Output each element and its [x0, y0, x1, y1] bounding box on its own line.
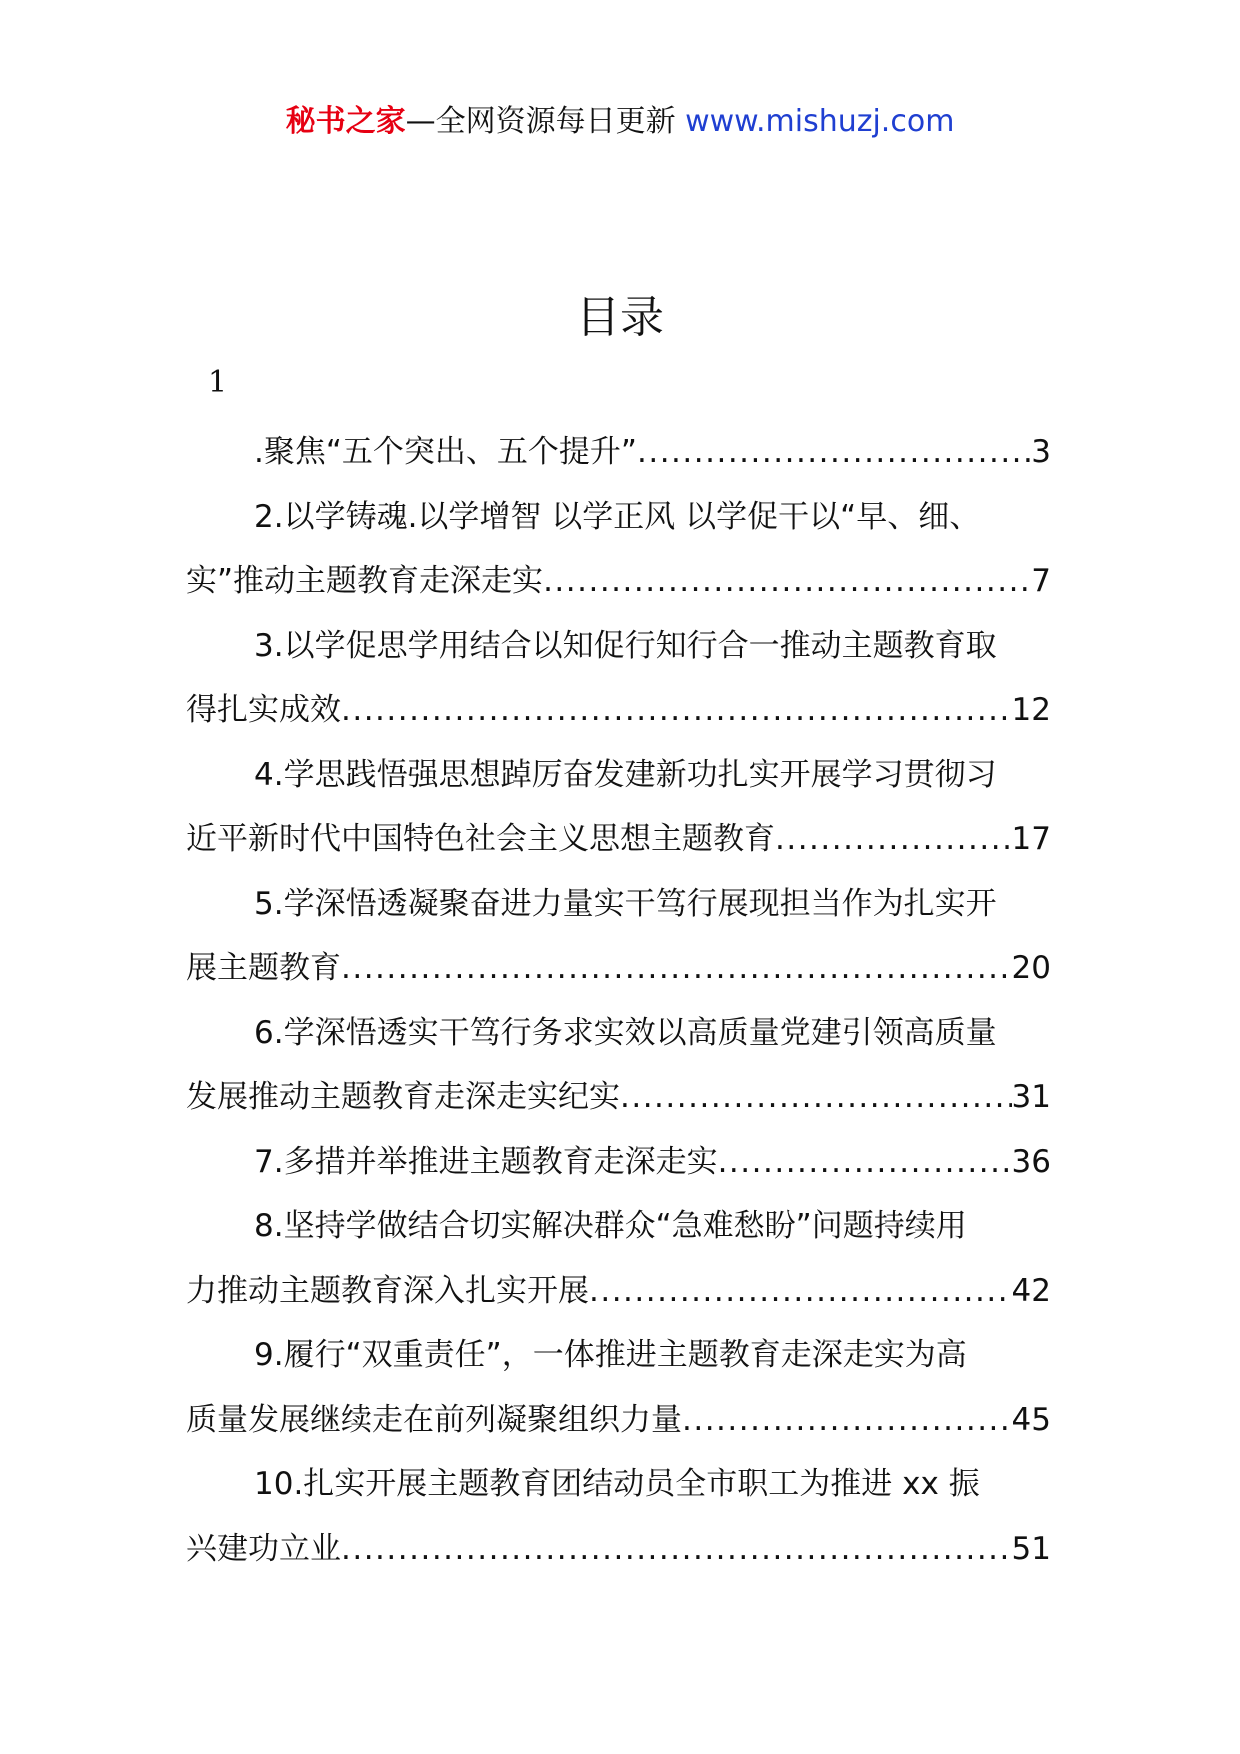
toc-dot-leader	[341, 678, 1012, 743]
page-title: 目录	[576, 292, 664, 343]
toc-entry[interactable]	[186, 1323, 1051, 1452]
toc-page-number: 51	[1011, 1530, 1051, 1567]
toc-page-number: 12	[1011, 692, 1051, 728]
toc-entry[interactable]	[186, 1452, 1051, 1581]
toc-entry-text: 兴建功立业	[186, 1530, 341, 1567]
toc-page-number: 42	[1011, 1272, 1051, 1309]
toc-entry-text: 力推动主题教育深入扎实开展	[186, 1272, 589, 1309]
toc-entry-text: 9.履行“双重责任”，一体推进主题教育走深走实为高	[254, 1337, 967, 1373]
toc-entry-text: 6.学深悟透实干笃行务求实效以高质量党建引领高质量	[254, 1014, 997, 1051]
toc-page-number: 45	[1011, 1401, 1051, 1438]
brand-name: 秘书之家	[285, 104, 406, 139]
toc-entry-line	[186, 1194, 1051, 1259]
toc-entry-text: 展主题教育	[186, 950, 341, 986]
header-slogan: —全网资源每日更新	[405, 104, 676, 139]
toc-entry-text: 发展推动主题教育走深走实纪实	[186, 1079, 620, 1115]
table-of-contents	[186, 420, 1051, 1581]
toc-entry-text: 得扎实成效	[186, 692, 341, 728]
toc-entry-line	[186, 420, 1051, 485]
toc-entry-line	[186, 872, 1051, 937]
toc-entry-line	[186, 1323, 1051, 1388]
toc-page-number: 36	[1011, 1143, 1051, 1180]
toc-entry-text: 3.以学促思学用结合以知促行知行合一推动主题教育取	[254, 627, 997, 664]
toc-entry-line	[186, 936, 1051, 1001]
toc-dot-leader	[718, 1130, 1012, 1195]
toc-entry-line	[186, 614, 1051, 679]
toc-dot-leader	[589, 1259, 1012, 1324]
toc-entry-text: 质量发展继续走在前列凝聚组织力量	[186, 1401, 682, 1438]
toc-entry[interactable]	[186, 614, 1051, 743]
toc-page-number: 31	[1011, 1079, 1051, 1115]
page-number-marker: 1	[208, 365, 228, 400]
toc-entry[interactable]	[186, 1194, 1051, 1323]
toc-page-number: 3	[1031, 434, 1051, 470]
toc-entry-text: 2.以学铸魂.以学增智 以学正风 以学促干以“早、细、	[254, 498, 981, 535]
toc-dot-leader	[682, 1388, 1012, 1453]
toc-entry-line	[186, 549, 1051, 614]
toc-entry-text: .聚焦“五个突出、五个提升”	[254, 434, 637, 470]
toc-page-number: 20	[1011, 950, 1051, 986]
toc-entry-line	[186, 1130, 1051, 1195]
toc-entry[interactable]	[186, 1130, 1051, 1195]
toc-entry-line	[186, 1388, 1051, 1453]
toc-entry-line	[186, 1065, 1051, 1130]
toc-entry-text: 5.学深悟透凝聚奋进力量实干笃行展现担当作为扎实开	[254, 885, 997, 922]
toc-entry-line	[186, 1452, 1051, 1517]
toc-entry-line	[186, 743, 1051, 808]
toc-dot-leader	[620, 1065, 1012, 1130]
toc-entry[interactable]	[186, 1001, 1051, 1130]
toc-entry-line	[186, 1517, 1051, 1582]
toc-entry-text: 10.扎实开展主题教育团结动员全市职工为推进 xx 振	[254, 1466, 980, 1502]
toc-dot-leader	[341, 936, 1012, 1001]
toc-dot-leader	[775, 807, 1012, 872]
toc-entry[interactable]	[186, 485, 1051, 614]
site-header	[0, 100, 1240, 144]
toc-entry[interactable]	[186, 420, 1051, 485]
toc-entry-line	[186, 807, 1051, 872]
toc-entry-text: 7.多措并举推进主题教育走深走实	[254, 1143, 718, 1180]
site-url-link[interactable]: www.mishuzj.com	[675, 104, 955, 139]
toc-entry-text: 实”推动主题教育走深走实	[186, 563, 544, 599]
toc-page-number: 17	[1011, 821, 1051, 857]
toc-entry[interactable]	[186, 743, 1051, 872]
toc-entry-text: 8.坚持学做结合切实解决群众“急难愁盼”问题持续用	[254, 1208, 967, 1244]
toc-dot-leader	[637, 420, 1031, 485]
toc-entry-line	[186, 1001, 1051, 1066]
toc-page-number: 7	[1031, 563, 1051, 599]
toc-entry-text: 近平新时代中国特色社会主义思想主题教育	[186, 821, 775, 857]
toc-dot-leader	[543, 549, 1031, 614]
toc-entry-text: 4.学思践悟强思想踔厉奋发建新功扎实开展学习贯彻习	[254, 756, 997, 793]
toc-entry[interactable]	[186, 872, 1051, 1001]
toc-entry-line	[186, 678, 1051, 743]
toc-entry-line	[186, 485, 1051, 550]
toc-entry-line	[186, 1259, 1051, 1324]
toc-dot-leader	[341, 1517, 1012, 1582]
